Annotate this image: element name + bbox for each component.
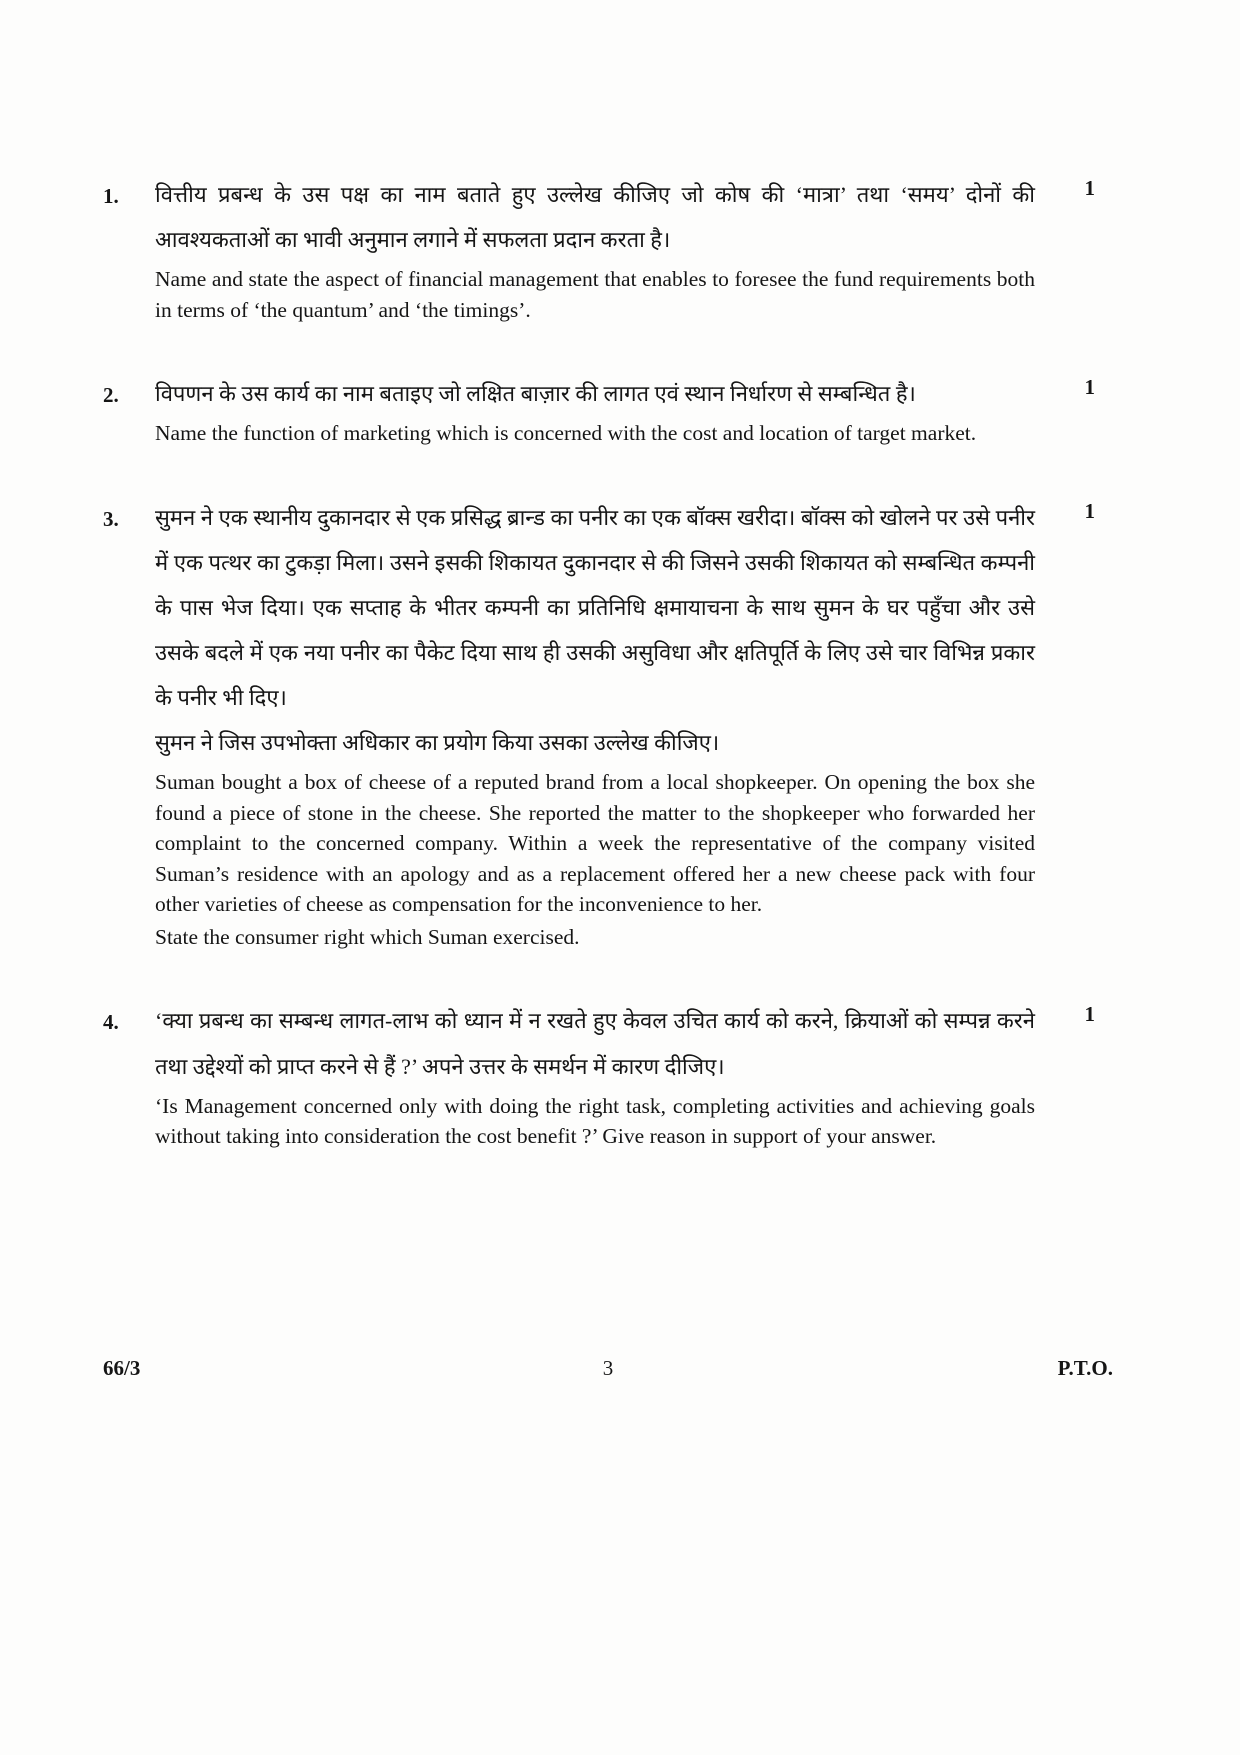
- question-3: [103, 495, 1113, 953]
- question-body: [155, 371, 1035, 449]
- question-text-hindi: विपणन के उस कार्य का नाम बताइए जो लक्षित बाज़ार की लागत एवं स्थान निर्धारण से सम्बन्धित है।: [155, 381, 916, 407]
- question-2: [103, 371, 1113, 449]
- question-text-hindi: वित्तीय प्रबन्ध के उस पक्ष का नाम बताते हुए उल्लेख कीजिए जो कोष की ‘मात्रा’ तथा ‘समय’ दोनों की आवश्यकताओं का भावी अनुमान लगाने में सफलता प्रदान करता है।: [155, 182, 1035, 253]
- question-1: [103, 172, 1113, 325]
- marks-value: 1: [1084, 176, 1095, 200]
- question-number: 2.: [103, 383, 119, 408]
- question-text-english: Name the function of marketing which is concerned with the cost and location of target market.: [155, 421, 977, 446]
- pto-label: P.T.O.: [1057, 1356, 1113, 1380]
- paper-code: 66/3: [103, 1356, 141, 1380]
- page-number: 3: [602, 1356, 614, 1380]
- question-text-english-2: State the consumer right which Suman exercised.: [155, 924, 580, 949]
- question-body: [155, 172, 1035, 325]
- question-text-hindi: सुमन ने एक स्थानीय दुकानदार से एक प्रसिद्ध ब्रान्ड का पनीर का एक बॉक्स खरीदा। बॉक्स को खोलने पर उसे पनीर में एक पत्थर का टुकड़ा मिला। उसने इसकी शिकायत दुकानदार से की जिसने उसकी शिकायत को सम्बन्धित कम्पनी के पास भेज दिया। एक सप्ताह के भीतर कम्पनी का प्रतिनिधि क्षमायाचना के साथ सुमन के घर पहुँचा और उसे उसके बदले में एक नया पनीर का पैकेट दिया साथ ही उसकी असुविधा और क्षतिपूर्ति के लिए उसे चार विभिन्न प्रकार के पनीर भी दिए।: [155, 504, 1035, 711]
- question-body: [155, 495, 1035, 953]
- question-body: [155, 998, 1035, 1151]
- question-text-english: ‘Is Management concerned only with doing the right task, completing activities and achieving goals without taking into consideration the cost benefit ?’ Give reason in support of your answer.: [155, 1093, 1035, 1149]
- question-text-english: Name and state the aspect of financial management that enables to foresee the fund requirements both in terms of ‘the quantum’ and ‘the timings’.: [155, 267, 1035, 322]
- question-number: 4.: [103, 1010, 119, 1035]
- question-text-hindi-2: सुमन ने जिस उपभोक्ता अधिकार का प्रयोग किया उसका उल्लेख कीजिए।: [155, 730, 720, 756]
- question-number: 1.: [103, 184, 119, 208]
- marks-value: 1: [1084, 375, 1095, 400]
- question-text-hindi: ‘क्या प्रबन्ध का सम्बन्ध लागत-लाभ को ध्यान में न रखते हुए केवल उचित कार्य को करने, क्रियाओं को सम्पन्न करने तथा उद्देश्यों को प्राप्त करने से हैं ?’ अपने उत्तर के समर्थन में कारण दीजिए।: [155, 1008, 1035, 1079]
- marks-value: 1: [1084, 498, 1095, 523]
- marks-value: 1: [1084, 1002, 1095, 1027]
- question-number: 3.: [103, 506, 119, 531]
- question-4: [103, 998, 1113, 1151]
- question-text-english: Suman bought a box of cheese of a reputed brand from a local shopkeeper. On opening the box she found a piece of stone in the cheese. She reported the matter to the shopkeeper who forwarded her complaint to the concerned company. Within a week the representative of the company visited Suman’s residence with an apology and as a replacement offered her a new cheese pack with four other varieties of cheese as compensation for the inconvenience to her.: [155, 770, 1035, 917]
- questions-section: [103, 172, 1113, 1198]
